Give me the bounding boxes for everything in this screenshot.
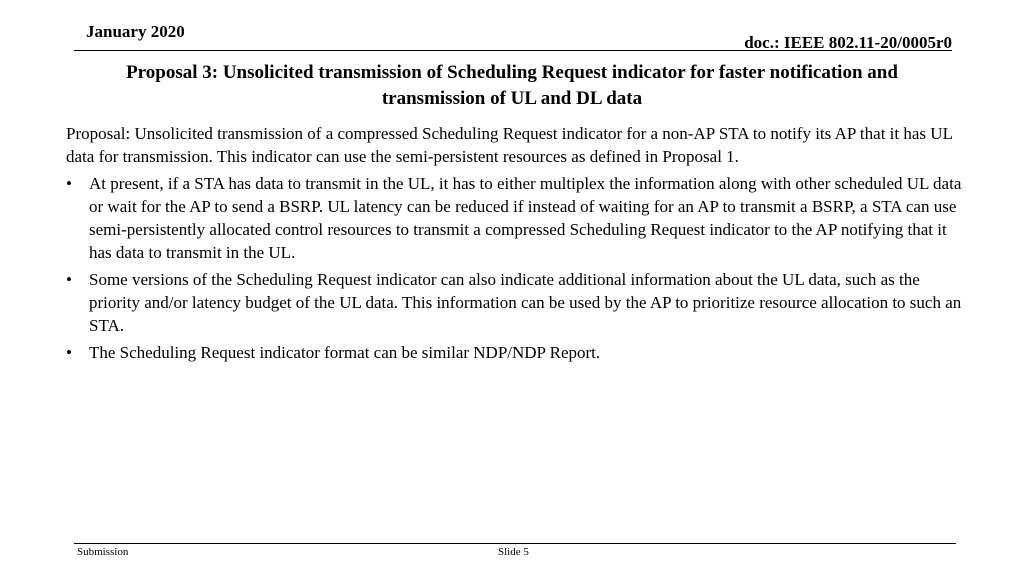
bullet-list bbox=[66, 172, 970, 364]
bullet-mark: • bbox=[66, 174, 72, 193]
bullet-text: The Scheduling Request indicator format can be similar NDP/NDP Report. bbox=[89, 343, 601, 362]
slide-body bbox=[66, 122, 970, 368]
bullet-mark: • bbox=[66, 343, 72, 362]
footer-rule bbox=[74, 543, 956, 544]
slide-title-line-2: transmission of UL and DL data bbox=[381, 88, 643, 109]
bullet-item-3 bbox=[66, 341, 970, 364]
header-rule bbox=[74, 50, 952, 51]
bullet-item-1 bbox=[66, 172, 970, 264]
header-doc-id: doc.: IEEE 802.11-20/0005r0 bbox=[744, 33, 952, 52]
bullet-text: Some versions of the Scheduling Request indicator can also indicate additional information about the UL data, such as the priority and/or latency budget of the UL data. This information can be used by the AP to prioritize resource allocation to such an STA. bbox=[89, 270, 962, 335]
bullet-text: At present, if a STA has data to transmit in the UL, it has to either multiplex the information along with other scheduled UL data or wait for the AP to send a BSRP. UL latency can be reduced if instead of waiting for an AP to transmit a BSRP, a STA can use semi-persistently allocated control resources to transmit a compressed Scheduling Request indicator to the AP notifying that it has data to transmit in the UL. bbox=[89, 174, 962, 262]
proposal-intro: Proposal: Unsolicited transmission of a compressed Scheduling Request indicator for a non-AP STA to notify its AP that it has UL data for transmission. This indicator can use the semi-persistent resources as defined in Proposal 1. bbox=[66, 124, 953, 166]
footer-slide-number: Slide 5 bbox=[498, 546, 529, 558]
footer-submission: Submission bbox=[77, 546, 129, 558]
header-date: January 2020 bbox=[86, 22, 185, 41]
bullet-mark: • bbox=[66, 270, 72, 289]
slide-title-line-1: Proposal 3: Unsolicited transmission of Scheduling Request indicator for faster notification and bbox=[126, 62, 898, 83]
slide-title bbox=[60, 60, 964, 112]
bullet-item-2 bbox=[66, 268, 970, 337]
